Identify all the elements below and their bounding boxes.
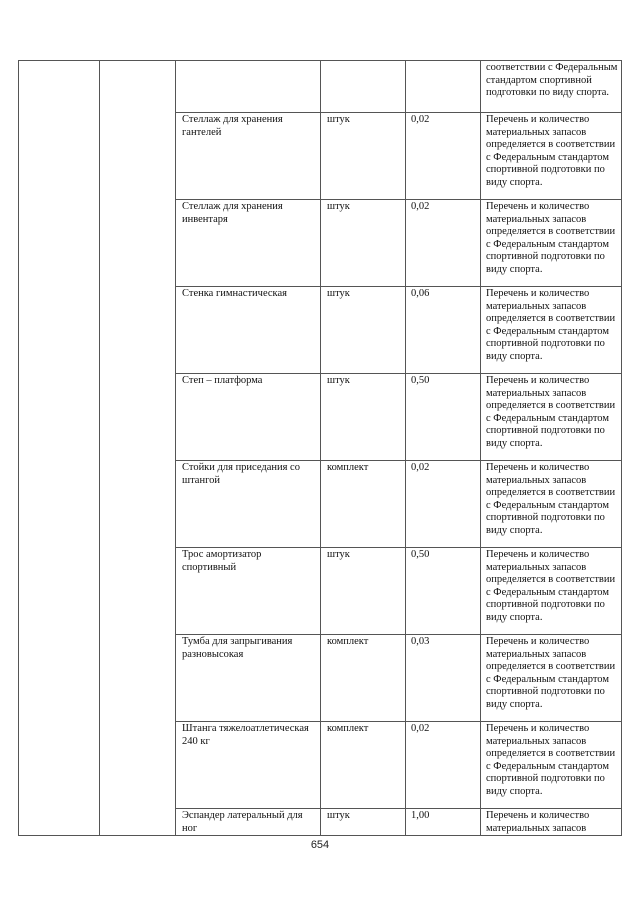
unit-cell: штук [321,287,406,374]
page-number: 654 [310,839,330,851]
quantity-cell: 0,50 [406,548,481,635]
note-cell: Перечень и количество материальных запасов определяется в соответствии с Федеральным стандартом спортивной подготовки по виду спорта. [481,287,622,374]
quantity-cell: 0,02 [406,461,481,548]
quantity-cell: 1,00 [406,809,481,836]
note-cell: Перечень и количество материальных запасов определяется в соответствии с Федеральным стандартом спортивной подготовки по виду спорта. [481,374,622,461]
empty-cell-col1 [19,61,100,836]
note-cell: Перечень и количество материальных запасов определяется в соответствии с Федеральным стандартом спортивной подготовки по виду спорта. [481,548,622,635]
quantity-cell: 0,02 [406,722,481,809]
unit-cell: штук [321,809,406,836]
item-name-cell: Стенка гимнастическая [176,287,321,374]
note-cell: соответствии с Федеральным стандартом спортивной подготовки по виду спорта. [481,61,622,113]
item-name-cell: Штанга тяжелоатлетическая 240 кг [176,722,321,809]
item-name-cell: Стеллаж для хранения инвентаря [176,200,321,287]
equipment-table [18,60,622,836]
note-cell: Перечень и количество материальных запасов определяется в соответствии с Федеральным стандартом спортивной подготовки по виду спорта. [481,461,622,548]
quantity-cell: 0,02 [406,200,481,287]
item-name-cell [176,61,321,113]
unit-cell: комплект [321,461,406,548]
unit-cell: штук [321,200,406,287]
unit-cell: комплект [321,722,406,809]
item-name-cell: Стеллаж для хранения гантелей [176,113,321,200]
note-cell: Перечень и количество материальных запасов определяется в соответствии с Федеральным стандартом спортивной подготовки по виду спорта. [481,200,622,287]
item-name-cell: Степ – платформа [176,374,321,461]
item-name-cell: Трос амортизатор спортивный [176,548,321,635]
note-cell: Перечень и количество материальных запасов определяется в соответствии с Федеральным стандартом спортивной подготовки по виду спорта. [481,113,622,200]
quantity-cell: 0,03 [406,635,481,722]
table-row [19,61,622,113]
quantity-cell: 0,06 [406,287,481,374]
quantity-cell: 0,50 [406,374,481,461]
note-cell: Перечень и количество материальных запасов [481,809,622,836]
unit-cell: комплект [321,635,406,722]
item-name-cell: Стойки для приседания со штангой [176,461,321,548]
empty-cell-col2 [100,61,176,836]
unit-cell: штук [321,548,406,635]
quantity-cell: 0,02 [406,113,481,200]
note-cell: Перечень и количество материальных запасов определяется в соответствии с Федеральным стандартом спортивной подготовки по виду спорта. [481,635,622,722]
item-name-cell: Тумба для запрыгивания разновысокая [176,635,321,722]
quantity-cell [406,61,481,113]
item-name-cell: Эспандер латеральный для ног [176,809,321,836]
unit-cell [321,61,406,113]
note-cell: Перечень и количество материальных запасов определяется в соответствии с Федеральным стандартом спортивной подготовки по виду спорта. [481,722,622,809]
unit-cell: штук [321,113,406,200]
unit-cell: штук [321,374,406,461]
